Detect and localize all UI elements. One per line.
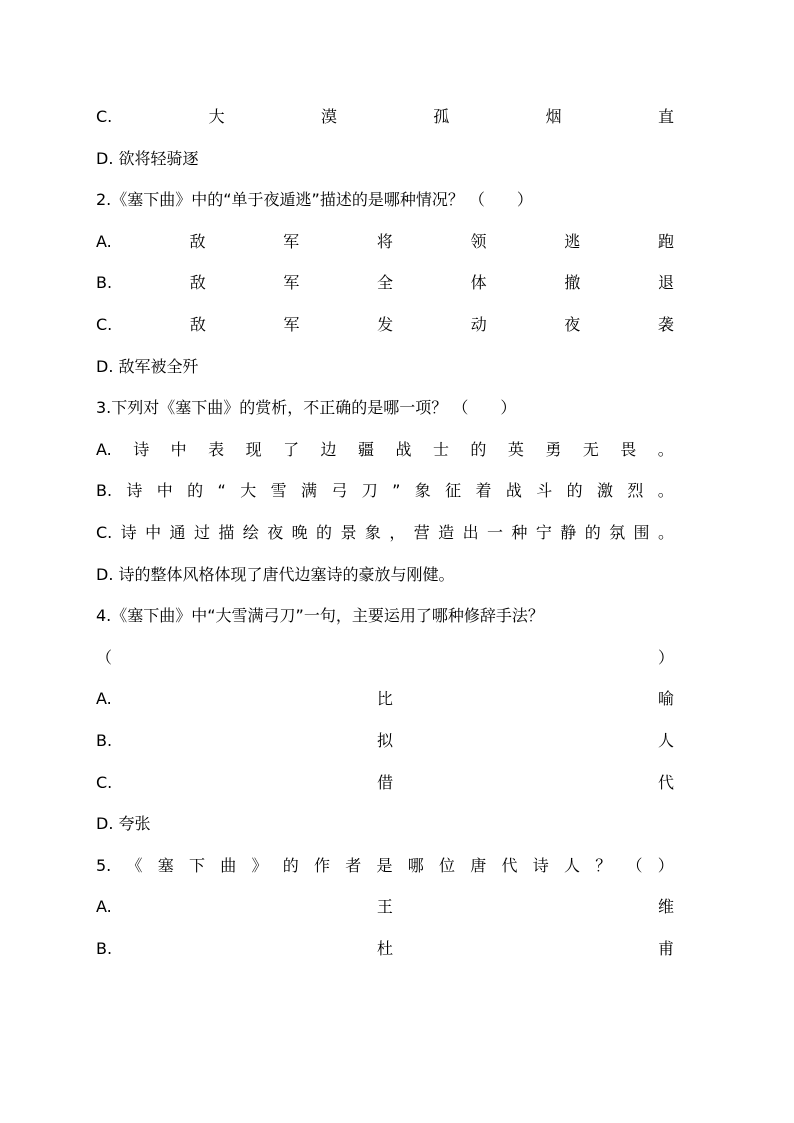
line-token: 的 [282,855,299,875]
document-line [96,644,674,672]
line-token: “ [217,481,226,501]
line-token: 直 [657,107,674,126]
line-token: 借 [377,772,394,792]
line-token: 漠 [320,107,337,126]
line-token: 一 [487,523,504,542]
document-line [96,186,674,214]
line-token: 斗 [536,481,553,501]
line-token: 曲 [220,855,237,875]
line-token: 作 [314,855,331,875]
line-token: 王 [376,897,393,917]
line-token: 晚 [291,523,308,542]
document-line [96,685,674,713]
line-token: 维 [657,897,674,917]
line-text: D. 诗的整体风格体现了唐代边塞诗的豪放与刚健。 [96,564,455,584]
document-line [96,436,674,464]
line-token: 5. [96,855,112,875]
line-token: ” [392,481,401,501]
line-token: 过 [193,523,210,542]
line-token: 勇 [545,439,562,459]
line-token: 的 [584,523,601,542]
line-text: 4.《塞下曲》中“大雪满弓刀”一句，主要运用了哪种修辞手法？ [96,606,544,626]
line-token: 中 [145,523,162,542]
line-token: 唐 [470,855,487,875]
line-token: 了 [283,439,300,459]
line-text: D. 敌军被全歼 [96,356,199,376]
line-token: 比 [376,689,393,709]
line-token: 大 [208,107,225,126]
line-token: 大 [240,481,257,501]
line-token: 位 [439,855,456,875]
line-token: C. [96,107,113,126]
line-token: 中 [156,481,173,501]
line-token: 《 [126,855,143,875]
line-token: 是 [376,855,393,875]
line-token: 描 [218,523,235,542]
line-token: A. [96,689,112,709]
line-token: ？ [595,855,612,875]
line-token: 体 [470,273,487,293]
line-token: 哪 [407,855,424,875]
document-line [96,311,674,339]
line-token: 退 [657,273,674,293]
line-token: 中 [170,439,187,459]
document-line [96,602,674,630]
line-token: 敌 [189,231,206,251]
line-token: 者 [345,855,362,875]
line-token: B. [96,939,113,958]
line-token: 代 [657,772,674,792]
line-token: 军 [283,273,300,293]
document-line [96,145,674,173]
line-token: 诗 [133,439,150,459]
line-token: ） [657,855,674,875]
document-line [96,477,674,505]
line-token: 现 [245,439,262,459]
line-token: 将 [376,231,393,251]
line-token: 诗 [126,481,143,501]
line-token: 敌 [189,273,206,293]
line-token: 造 [438,523,455,542]
line-token: 战 [395,439,412,459]
line-token: 绘 [242,523,259,542]
line-token: 甫 [657,939,674,958]
line-token: 的 [187,481,204,501]
document-line [96,228,674,256]
line-token: 静 [560,523,577,542]
line-token: C. [96,315,113,334]
line-token: 疆 [358,439,375,459]
line-token: 杜 [377,939,394,958]
line-text: 3.下列对《塞下曲》的赏析，不正确的是哪一项？ （ ） [96,398,517,418]
line-token: 着 [475,481,492,501]
document-line [96,353,674,381]
line-token: 下 [189,855,206,875]
line-token: 激 [596,481,613,501]
line-token: 人 [657,731,674,750]
line-token: 征 [445,481,462,501]
line-token: 跑 [657,231,674,251]
line-token: 袭 [657,315,674,334]
line-token: 种 [511,523,528,542]
document-line [96,852,674,880]
line-token: 畏 [620,439,637,459]
document-line [96,519,674,547]
line-token: 。 [657,523,674,542]
line-token: 人 [564,855,581,875]
line-token: 。 [657,439,674,459]
line-token: 孤 [433,107,450,126]
document-line [96,810,674,838]
line-token: 雪 [270,481,287,501]
line-text: D. 夸张 [96,814,151,834]
line-token: 无 [582,439,599,459]
line-token: A. [96,439,112,459]
line-token: 弓 [331,481,348,501]
document-line [96,769,674,797]
line-token: 的 [566,481,583,501]
line-token: 撤 [564,273,581,293]
line-token: 夜 [564,315,581,334]
line-token: 烟 [545,107,562,126]
line-token: 。 [657,481,674,501]
line-token: 满 [300,481,317,501]
line-token: 的 [316,523,333,542]
line-token: A. [96,897,112,917]
line-token: 象 [364,523,381,542]
document-line [96,893,674,921]
line-token: 发 [377,315,394,334]
line-token: 营 [413,523,430,542]
line-token: （ [626,855,643,875]
line-token: 出 [462,523,479,542]
line-token: ， [389,523,406,542]
line-token: 逃 [564,231,581,251]
line-token: 氛 [609,523,626,542]
line-token: 象 [414,481,431,501]
line-token: 士 [432,439,449,459]
line-token: 刀 [361,481,378,501]
line-token: 边 [320,439,337,459]
line-token: 拟 [377,731,394,750]
document-line [96,103,674,131]
line-token: 军 [283,315,300,334]
line-token: 诗 [120,523,137,542]
line-token: 诗 [532,855,549,875]
line-token: 领 [470,231,487,251]
line-token: B. [96,481,113,501]
document-line [96,727,674,755]
line-token: 表 [208,439,225,459]
line-token: （ [96,647,113,667]
line-token: 战 [505,481,522,501]
line-token: B. [96,273,113,293]
line-token: 敌 [189,315,206,334]
line-token: B. [96,731,113,750]
line-token: 烈 [627,481,644,501]
line-token: 的 [470,439,487,459]
line-text: 2.《塞下曲》中的“单于夜遁逃”描述的是哪种情况？ （ ） [96,190,533,210]
line-token: 代 [501,855,518,875]
line-token: 动 [470,315,487,334]
line-token: 宁 [535,523,552,542]
line-token: 英 [507,439,524,459]
document-line [96,269,674,297]
line-token: 围 [633,523,650,542]
line-token: 通 [169,523,186,542]
line-token: A. [96,231,112,251]
line-token: C. [96,772,113,792]
document-line [96,561,674,589]
document-line [96,394,674,422]
line-token: 夜 [267,523,284,542]
document-line [96,935,674,963]
line-token: 塞 [157,855,174,875]
line-text: D. 欲将轻骑逐 [96,148,199,168]
line-token: 喻 [657,689,674,709]
line-token: 景 [340,523,357,542]
line-token: ） [657,647,674,667]
line-token: 》 [251,855,268,875]
line-token: 军 [283,231,300,251]
line-token: 全 [377,273,394,293]
line-token: C. [96,523,113,542]
